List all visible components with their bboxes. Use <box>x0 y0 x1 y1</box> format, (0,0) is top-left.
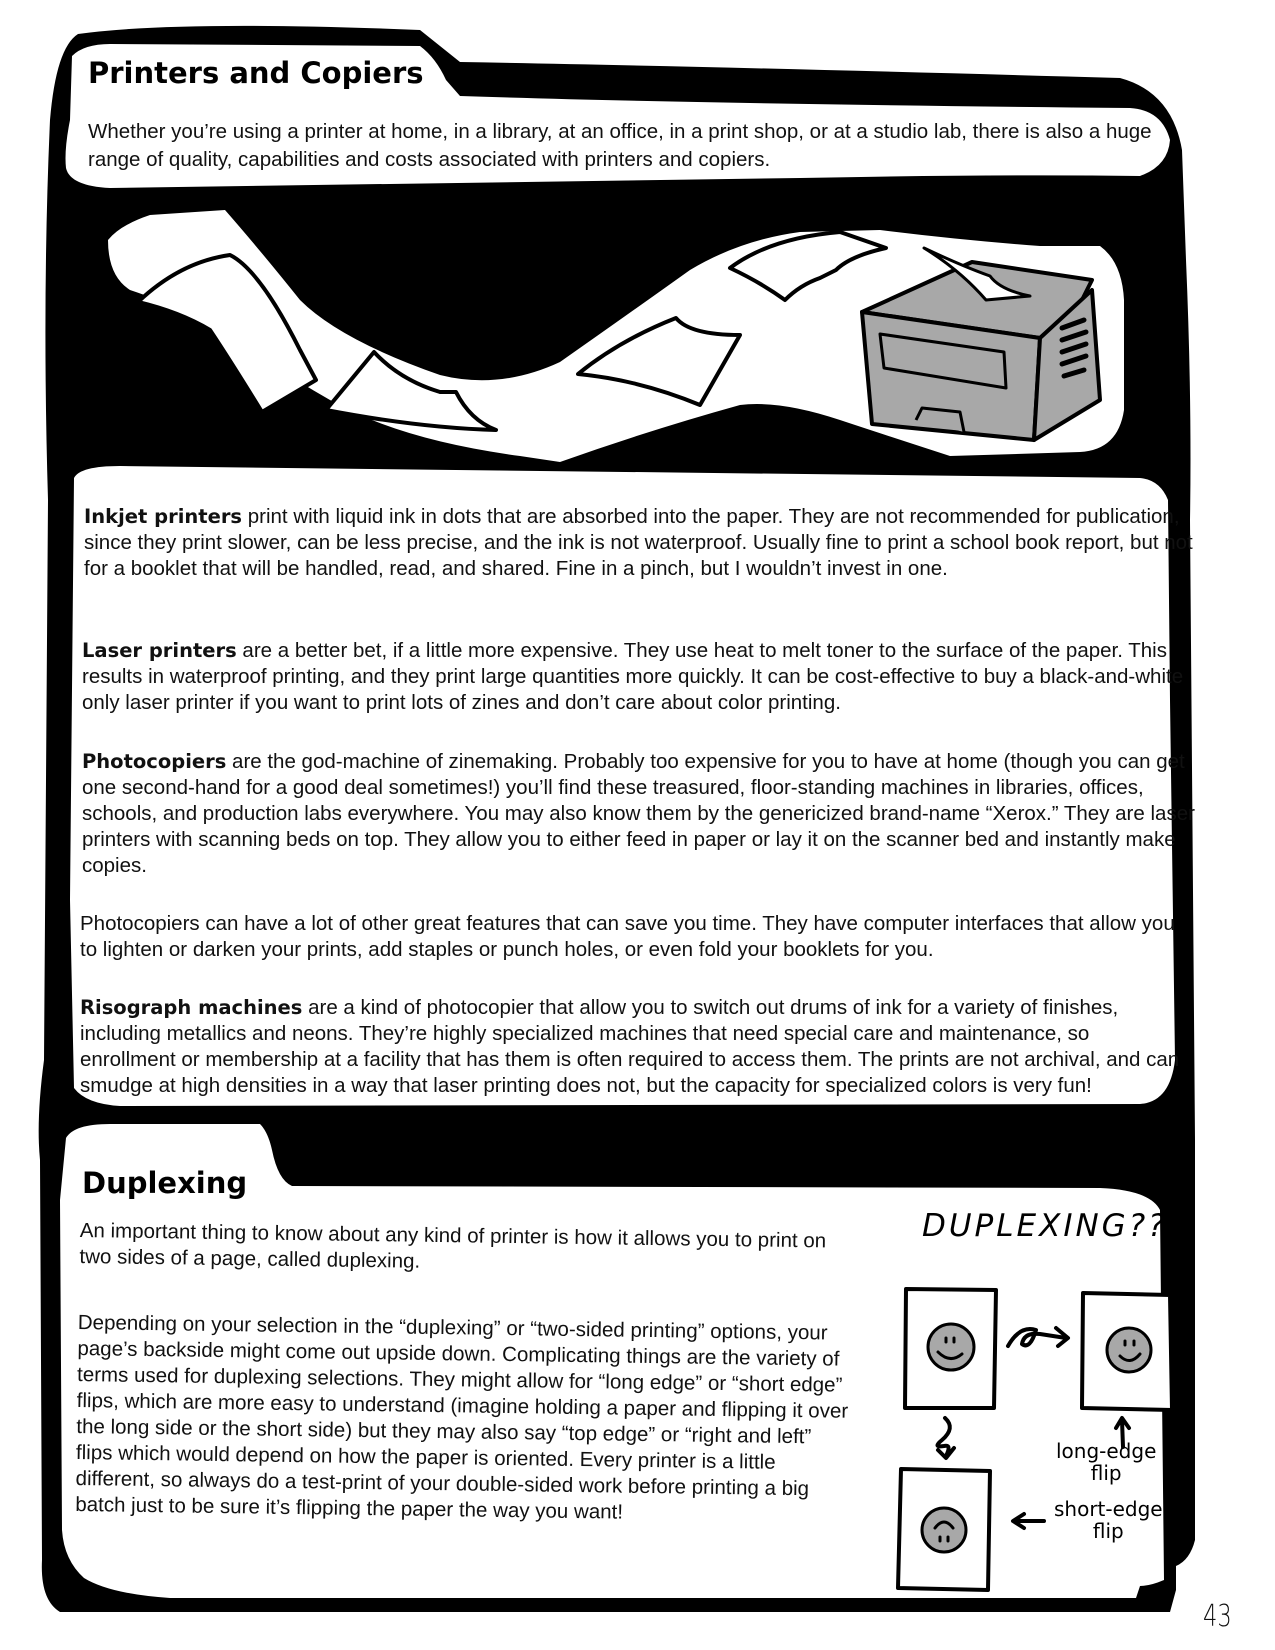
body-inkjet: print with liquid ink in dots that are absorbed into the paper. They are not recommended for publication, since they print slower, can be less precise, and the ink is not waterproof. Usually fine to print a school book report, but not for a booklet that will be handled, read, and shared. Fine in a pinch, but I wouldn’t invest in one. <box>84 505 1193 580</box>
paragraph-laser <box>82 638 1192 716</box>
page-number: 43 <box>1203 1599 1232 1634</box>
upside-down-smiley-icon <box>922 1508 966 1552</box>
diagram-title: DUPLEXING?? <box>922 1208 1168 1244</box>
arrow-left-icon <box>1013 1514 1044 1528</box>
paragraph-photocopiers <box>82 749 1197 879</box>
long-edge-label-line-1: long-edge <box>1056 1439 1157 1463</box>
term-laser: Laser printers <box>82 639 237 662</box>
body-risograph: are a kind of photocopier that allow you to switch out drums of ink for a variety of finishes, including metallics and neons. They’re highly specialized machines that need special care and maintenance, so enrollment or membership at a facility that has them is often required to access them. The prints are not archival, and can smudge at high densities in a way that laser printing does not, but the capacity for specialized colors is very fun! <box>80 996 1180 1097</box>
term-inkjet: Inkjet printers <box>84 505 243 528</box>
body-photocopier-features: Photocopiers can have a lot of other great features that can save you time. They have computer interfaces that allow you to lighten or darken your prints, add staples or punch holes, or even fold your booklets for you. <box>80 912 1175 961</box>
smiley-face-icon <box>1107 1328 1151 1372</box>
paragraph-risograph <box>80 995 1185 1099</box>
short-edge-label-line-2: flip <box>1092 1519 1124 1543</box>
body-photocopiers: are the god-machine of zinemaking. Probably too expensive for you to have at home (though you can get one second-hand for a good deal sometimes!) you’ll find these treasured, floor-standing machines in libraries, offices, schools, and production labs everywhere. You may also know them by the genericized brand-name “Xerox.” They are laser printers with scanning beds on top. They allow you to either feed in paper or lay it on the scanner bed and instantly make copies. <box>82 750 1195 877</box>
short-edge-label-line-1: short-edge <box>1054 1497 1163 1521</box>
duplexing-paragraph-2: Depending on your selection in the “duplexing” or “two-sided printing” options, your page’s backside might come out upside down. Complicating things are the variety of terms used for duplexing selections. They might allow for “long edge” or “short edge” flips, which are more easy to understand (imagine holding a paper and flipping it over the long side or the short side) but they may also say “top edge” or “right and left” flips which would depend on how the paper is oriented. Every printer is a little different, so always do a test-print of your double-sided work before printing a big batch just to be sure it’s flipping the paper the way you want! <box>75 1310 849 1524</box>
section-title-duplexing: Duplexing <box>82 1166 248 1200</box>
term-photocopiers: Photocopiers <box>82 750 227 773</box>
body-laser: are a better bet, if a little more expensive. They use heat to melt toner to the surface of the paper. This results in waterproof printing, and they print large quantities more quickly. It can be cost-effective to buy a black-and-white only laser printer if you want to print lots of zines and don’t care about color printing. <box>82 639 1184 714</box>
paragraph-inkjet <box>84 504 1194 582</box>
section-title-printers: Printers and Copiers <box>88 56 424 90</box>
long-edge-label <box>1056 1440 1156 1484</box>
long-edge-label-line-2: flip <box>1090 1461 1122 1485</box>
short-edge-label <box>1054 1498 1163 1542</box>
intro-paragraph: Whether you’re using a printer at home, in a library, at an office, in a print shop, or at a studio lab, there is also a huge range of quality, capabilities and costs associated with printers and copiers. <box>88 120 1152 171</box>
smiley-face-icon <box>928 1324 974 1370</box>
paragraph-photocopier-features <box>80 911 1195 963</box>
duplexing-paragraph-1: An important thing to know about any kind of printer is how it allows you to print on two sides of a page, called duplexing. <box>79 1218 827 1273</box>
term-risograph: Risograph machines <box>80 996 303 1019</box>
